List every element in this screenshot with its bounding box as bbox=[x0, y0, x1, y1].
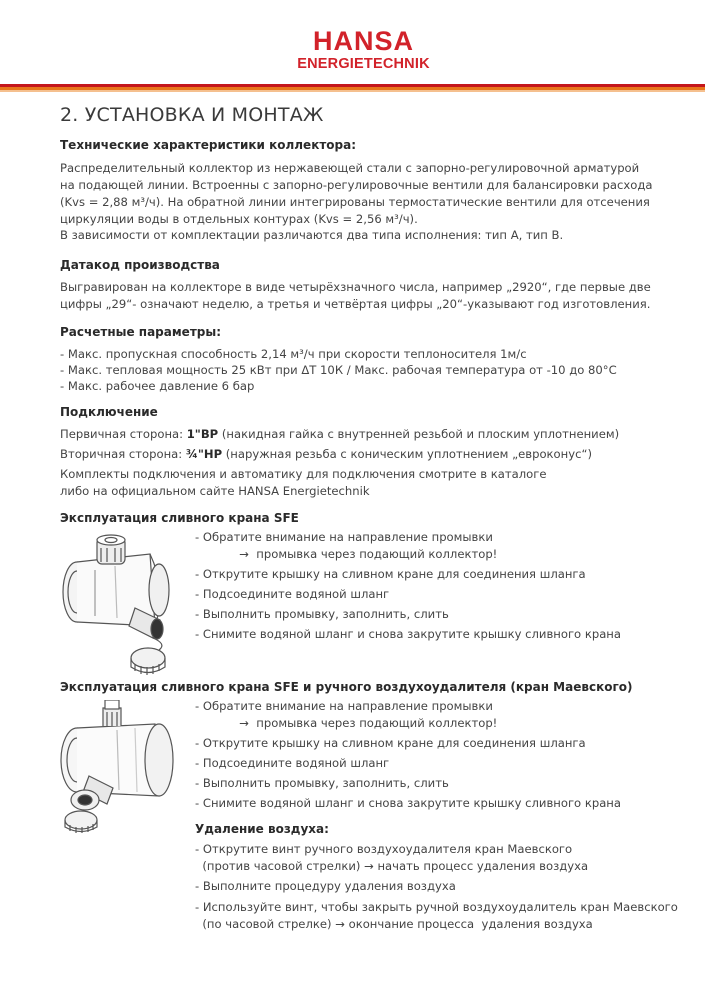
page-title: 2. УСТАНОВКА И МОНТАЖ bbox=[60, 104, 324, 126]
header-band-light bbox=[0, 90, 705, 92]
air-removal-step: - Используйте винт, чтобы закрыть ручной воздухоудалитель кран Маевского bbox=[195, 900, 678, 914]
sfe-air-step: - Подсоедините водяной шланг bbox=[195, 756, 390, 770]
sfe-step: - Открутите крышку на сливном кране для соединения шланга bbox=[195, 567, 586, 581]
connection-line: Комплекты подключения и автоматику для подключения смотрите в каталоге bbox=[60, 467, 547, 481]
sfe-air-heading: Эксплуатация сливного крана SFE и ручного воздухоудалителя (кран Маевского) bbox=[60, 680, 633, 694]
connection-heading: Подключение bbox=[60, 405, 158, 419]
tech-line: Распределительный коллектор из нержавеющей стали с запорно-регулировочной арматурой bbox=[60, 161, 640, 175]
tech-heading: Технические характеристики коллектора: bbox=[60, 138, 357, 152]
sfe-step: - Снимите водяной шланг и снова закрутите крышку сливного крана bbox=[195, 627, 621, 641]
connection-primary bbox=[60, 426, 619, 442]
primary-value: 1"ВР bbox=[186, 427, 219, 441]
air-removal-step: - Выполните процедуру удаления воздуха bbox=[195, 879, 456, 893]
secondary-label: Вторичная сторона: bbox=[60, 447, 186, 461]
tech-line: циркуляции воды в отдельных контурах (Kvs = 2,56 м³/ч). bbox=[60, 212, 418, 226]
connection-secondary bbox=[60, 446, 592, 462]
sfe-step: → промывка через подающий коллектор! bbox=[195, 547, 498, 561]
sfe-heading: Эксплуатация сливного крана SFE bbox=[60, 511, 299, 525]
params-line: - Макс. рабочее давление 6 бар bbox=[60, 379, 255, 393]
params-line: - Макс. тепловая мощность 25 кВт при ΔT 10К / Макс. рабочая температура от -10 до 80°С bbox=[60, 363, 617, 377]
air-removal-step: - Открутите винт ручного воздухоудалителя кран Маевского bbox=[195, 842, 573, 856]
datecode-line: цифры „29“- означают неделю, а третья и четвёртая цифры „20“-указывают год изготовления. bbox=[60, 297, 651, 311]
sfe-air-step: - Снимите водяной шланг и снова закрутите крышку сливного крана bbox=[195, 796, 621, 810]
air-removal-step: (по часовой стрелке) → окончание процесса удаления воздуха bbox=[195, 917, 593, 931]
brand-logo bbox=[0, 26, 705, 72]
secondary-rest: (наружная резьба с коническим уплотнением „евроконус“) bbox=[222, 447, 592, 461]
drain-valve-air-vent-illustration bbox=[55, 700, 195, 840]
params-heading: Расчетные параметры: bbox=[60, 325, 222, 339]
tech-line: (Kvs = 2,88 м³/ч). На обратной линии интегрированы термостатические вентили для отсечения bbox=[60, 195, 650, 209]
sfe-step: - Выполнить промывку, заполнить, слить bbox=[195, 607, 449, 621]
primary-rest: (накидная гайка с внутренней резьбой и плоским уплотнением) bbox=[218, 427, 620, 441]
sfe-air-step: - Выполнить промывку, заполнить, слить bbox=[195, 776, 449, 790]
sfe-air-step: → промывка через подающий коллектор! bbox=[195, 716, 498, 730]
air-removal-step: (против часовой стрелки) → начать процесс удаления воздуха bbox=[195, 859, 589, 873]
drain-valve-illustration bbox=[55, 530, 195, 680]
sfe-air-step: - Обратите внимание на направление промывки bbox=[195, 699, 493, 713]
sfe-step: - Обратите внимание на направление промывки bbox=[195, 530, 493, 544]
logo-subtitle: ENERGIETECHNIK bbox=[297, 56, 430, 72]
air-removal-heading: Удаление воздуха: bbox=[195, 822, 329, 836]
connection-line: либо на официальном сайте HANSA Energietechnik bbox=[60, 484, 370, 498]
datecode-line: Выгравирован на коллекторе в виде четырёхзначного числа, например „2920“, где первые две bbox=[60, 280, 651, 294]
tech-line: В зависимости от комплектации различаются два типа исполнения: тип А, тип В. bbox=[60, 228, 564, 242]
primary-label: Первичная сторона: bbox=[60, 427, 187, 441]
sfe-air-step: - Открутите крышку на сливном кране для соединения шланга bbox=[195, 736, 586, 750]
params-line: - Макс. пропускная способность 2,14 м³/ч при скорости теплоносителя 1м/с bbox=[60, 347, 527, 361]
sfe-step: - Подсоедините водяной шланг bbox=[195, 587, 390, 601]
logo-brand: HANSA bbox=[312, 26, 414, 56]
tech-line: на подающей линии. Встроенны с запорно-регулировочные вентили для балансировки расхода bbox=[60, 178, 653, 192]
secondary-value: ¾"НР bbox=[185, 447, 223, 461]
datecode-heading: Датакод производства bbox=[60, 258, 220, 272]
